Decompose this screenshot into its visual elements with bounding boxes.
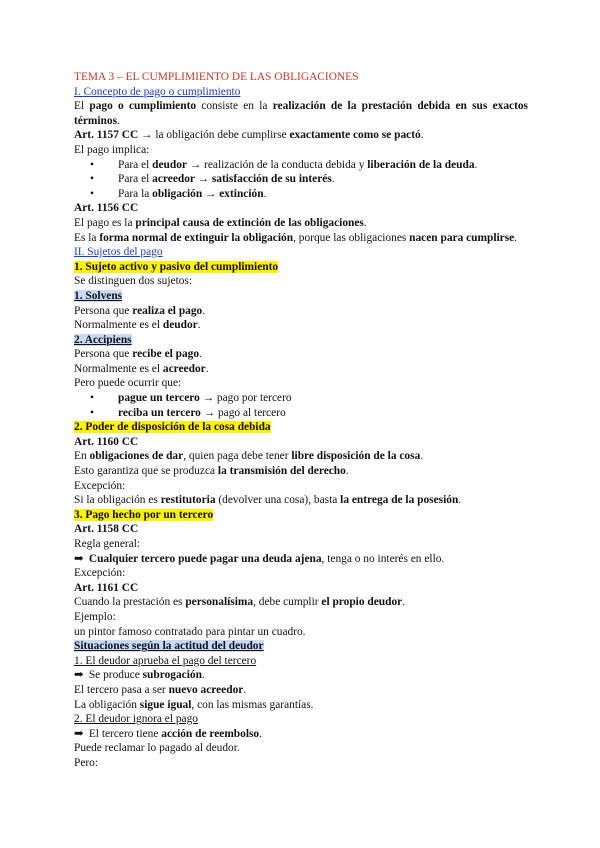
paragraph-reclamar: Puede reclamar lo pagado al deudor. — [74, 742, 240, 755]
heavy-right-arrow-icon: ➡ — [74, 552, 84, 565]
paragraph-ejemplo: Ejemplo: — [74, 610, 116, 623]
subheading-situaciones: Situaciones según la actitud del deudor — [74, 640, 264, 653]
list-item: • reciba un tercero → pago al tercero — [74, 406, 528, 421]
implica-list — [74, 158, 528, 202]
paragraph-excepcion-2: Excepción: — [74, 567, 126, 580]
subheading-poder-disposicion: 2. Poder de disposición de la cosa debida — [74, 421, 271, 434]
article-1158: Art. 1158 CC — [74, 523, 139, 536]
paragraph-subrogacion: ➡ Se produce subrogación. — [74, 669, 205, 682]
section-heading-concepto[interactable]: I. Concepto de pago o cumplimiento — [74, 85, 241, 98]
subheading-deudor-ignora: 2. El deudor ignora el pago — [74, 713, 198, 726]
subheading-pago-tercero: 3. Pago hecho por un tercero — [74, 508, 214, 521]
heavy-right-arrow-icon: ➡ — [74, 669, 84, 682]
paragraph-reembolso: ➡ El tercero tiene acción de reembolso. — [74, 727, 262, 740]
paragraph-obligaciones-dar: En obligaciones de dar, quien paga debe tener libre disposición de la cosa. — [74, 450, 424, 463]
paragraph-sigue-igual: La obligación sigue igual, con las mismas garantías. — [74, 698, 314, 711]
paragraph-solvens-def: Persona que realiza el pago. — [74, 304, 206, 317]
paragraph-causa-extincion: El pago es la principal causa de extinción de las obligaciones. — [74, 216, 367, 229]
section-heading-sujetos[interactable]: II. Sujetos del pago — [74, 246, 163, 259]
paragraph-accipiens-def: Persona que recibe el pago. — [74, 348, 202, 361]
paragraph-pago-implica: El pago implica: — [74, 143, 150, 156]
paragraph-personalisima: Cuando la prestación es personalísima, debe cumplir el propio deudor. — [74, 596, 406, 609]
paragraph-cualquier-tercero: ➡ Cualquier tercero puede pagar una deuda ajena, tenga o no interés en ello. — [74, 552, 445, 565]
tercero-list — [74, 391, 528, 420]
paragraph-restitutoria: Si la obligación es restitutoria (devolver una cosa), basta la entrega de la posesión. — [74, 494, 462, 507]
document-body — [74, 70, 528, 771]
heavy-right-arrow-icon: ➡ — [74, 727, 84, 740]
paragraph-pero-puede: Pero puede ocurrir que: — [74, 377, 182, 390]
paragraph-distinguen: Se distinguen dos sujetos: — [74, 275, 193, 288]
article-1161: Art. 1161 CC — [74, 581, 139, 594]
paragraph-nuevo-acreedor: El tercero pasa a ser nuevo acreedor. — [74, 683, 247, 696]
subheading-accipiens: 2. Accipiens — [74, 333, 132, 346]
paragraph-forma-normal: Es la forma normal de extinguir la obligación, porque las obligaciones nacen para cumplirse. — [74, 231, 518, 244]
document-title: TEMA 3 – EL CUMPLIMIENTO DE LAS OBLIGACIONES — [74, 71, 359, 83]
list-item: • Para el acreedor → satisfacción de su interés. — [74, 172, 528, 187]
subheading-deudor-aprueba: 1. El deudor aprueba el pago del tercero — [74, 654, 257, 667]
list-item: • pague un tercero → pago por tercero — [74, 391, 528, 406]
paragraph-regla-general: Regla general: — [74, 538, 141, 550]
subheading-sujeto-activo-pasivo: 1. Sujeto activo y pasivo del cumplimiento — [74, 260, 279, 273]
article-1157: Art. 1157 CC → la obligación debe cumplirse exactamente como se pactó. — [74, 129, 424, 142]
list-item: • Para el deudor → realización de la conducta debida y liberación de la deuda. — [74, 158, 528, 173]
subheading-solvens: 1. Solvens — [74, 289, 123, 302]
paragraph-pero-final: Pero: — [74, 756, 99, 769]
paragraph-excepcion: Excepción: — [74, 479, 126, 492]
list-item: • Para la obligación → extinción. — [74, 187, 528, 202]
paragraph-accipiens-acreedor: Normalmente es el acreedor. — [74, 362, 209, 375]
paragraph-garantiza: Esto garantiza que se produzca la transmisión del derecho. — [74, 465, 349, 478]
paragraph-solvens-deudor: Normalmente es el deudor. — [74, 319, 201, 332]
paragraph-pintor: un pintor famoso contratado para pintar un cuadro. — [74, 625, 306, 638]
article-1156: Art. 1156 CC — [74, 202, 139, 215]
article-1160: Art. 1160 CC — [74, 435, 139, 448]
paragraph-definicion-pago: El pago o cumplimiento consiste en la realización de la prestación debida en sus exactos términos. — [74, 100, 528, 127]
